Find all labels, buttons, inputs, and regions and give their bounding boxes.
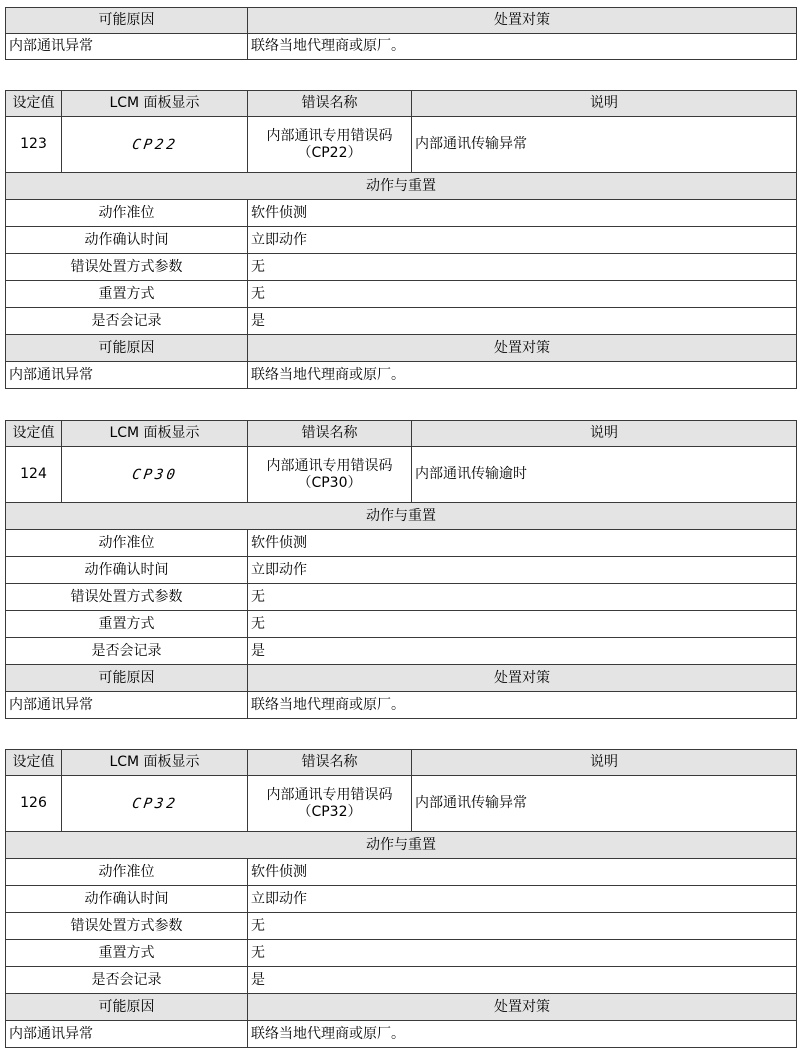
cause-header: 可能原因: [6, 994, 248, 1021]
param-value: 是: [248, 638, 797, 665]
error-table-cp30: [5, 420, 797, 719]
param-label: 动作确认时间: [6, 227, 248, 254]
error-name-line1: 内部通讯专用错误码: [266, 457, 393, 474]
description-value: 内部通讯传输异常: [412, 117, 797, 173]
lcm-display: CP30: [58, 447, 252, 503]
param-label: 是否会记录: [6, 967, 248, 994]
error-name: [248, 117, 412, 173]
param-value: 软件侦测: [248, 530, 797, 557]
param-label: 错误处置方式参数: [6, 584, 248, 611]
cause-header: 可能原因: [6, 335, 248, 362]
param-value: 是: [248, 967, 797, 994]
description-header: 说明: [412, 750, 797, 776]
cause-header: 可能原因: [6, 8, 248, 34]
param-value: 是: [248, 308, 797, 335]
param-value: 软件侦测: [248, 200, 797, 227]
lcm-display: CP32: [58, 776, 252, 832]
description-value: 内部通讯传输逾时: [412, 447, 797, 503]
param-value: 无: [248, 281, 797, 308]
description-value: 内部通讯传输异常: [412, 776, 797, 832]
param-value: 软件侦测: [248, 859, 797, 886]
param-label: 错误处置方式参数: [6, 254, 248, 281]
cause-header: 可能原因: [6, 665, 248, 692]
lcm-display: CP22: [58, 117, 252, 173]
description-header: 说明: [412, 91, 797, 117]
error-name: [248, 776, 412, 832]
action-cell: 联络当地代理商或原厂。: [248, 34, 797, 60]
error-name-line2: （CP32）: [297, 803, 362, 820]
error-name-line2: （CP30）: [297, 474, 362, 491]
param-label: 动作确认时间: [6, 557, 248, 584]
lcm-header: LCM 面板显示: [62, 421, 248, 447]
action-header: 处置对策: [248, 335, 797, 362]
param-value: 立即动作: [248, 886, 797, 913]
error-name-header: 错误名称: [248, 750, 412, 776]
description-header: 说明: [412, 421, 797, 447]
action-reset-header: 动作与重置: [6, 832, 797, 859]
param-value: 立即动作: [248, 227, 797, 254]
action-cell: 联络当地代理商或原厂。: [248, 362, 797, 389]
setting-header: 设定值: [6, 91, 62, 117]
setting-header: 设定值: [6, 750, 62, 776]
param-value: 立即动作: [248, 557, 797, 584]
error-name-line1: 内部通讯专用错误码: [266, 127, 393, 144]
action-header: 处置对策: [248, 994, 797, 1021]
setting-value: 124: [6, 447, 62, 503]
lcm-header: LCM 面板显示: [62, 750, 248, 776]
setting-header: 设定值: [6, 421, 62, 447]
action-cell: 联络当地代理商或原厂。: [248, 1021, 797, 1048]
action-reset-header: 动作与重置: [6, 503, 797, 530]
param-value: 无: [248, 940, 797, 967]
param-label: 是否会记录: [6, 638, 248, 665]
param-value: 无: [248, 913, 797, 940]
cause-cell: 内部通讯异常: [6, 692, 248, 719]
action-cell: 联络当地代理商或原厂。: [248, 692, 797, 719]
param-label: 是否会记录: [6, 308, 248, 335]
error-table-cp22: [5, 90, 797, 389]
param-label: 动作确认时间: [6, 886, 248, 913]
param-label: 动作准位: [6, 200, 248, 227]
error-name-header: 错误名称: [248, 421, 412, 447]
param-label: 动作准位: [6, 859, 248, 886]
error-name: [248, 447, 412, 503]
setting-value: 126: [6, 776, 62, 832]
param-label: 重置方式: [6, 940, 248, 967]
setting-value: 123: [6, 117, 62, 173]
param-value: 无: [248, 584, 797, 611]
param-value: 无: [248, 254, 797, 281]
param-label: 错误处置方式参数: [6, 913, 248, 940]
error-table-cp32: [5, 749, 797, 1048]
action-header: 处置对策: [248, 665, 797, 692]
param-label: 重置方式: [6, 611, 248, 638]
param-value: 无: [248, 611, 797, 638]
action-reset-header: 动作与重置: [6, 173, 797, 200]
lcm-header: LCM 面板显示: [62, 91, 248, 117]
action-header: 处置对策: [248, 8, 797, 34]
top-cause-table: [5, 7, 797, 60]
cause-cell: 内部通讯异常: [6, 34, 248, 60]
error-name-line1: 内部通讯专用错误码: [266, 786, 393, 803]
cause-cell: 内部通讯异常: [6, 1021, 248, 1048]
error-name-header: 错误名称: [248, 91, 412, 117]
param-label: 重置方式: [6, 281, 248, 308]
cause-cell: 内部通讯异常: [6, 362, 248, 389]
param-label: 动作准位: [6, 530, 248, 557]
error-name-line2: （CP22）: [297, 144, 362, 161]
